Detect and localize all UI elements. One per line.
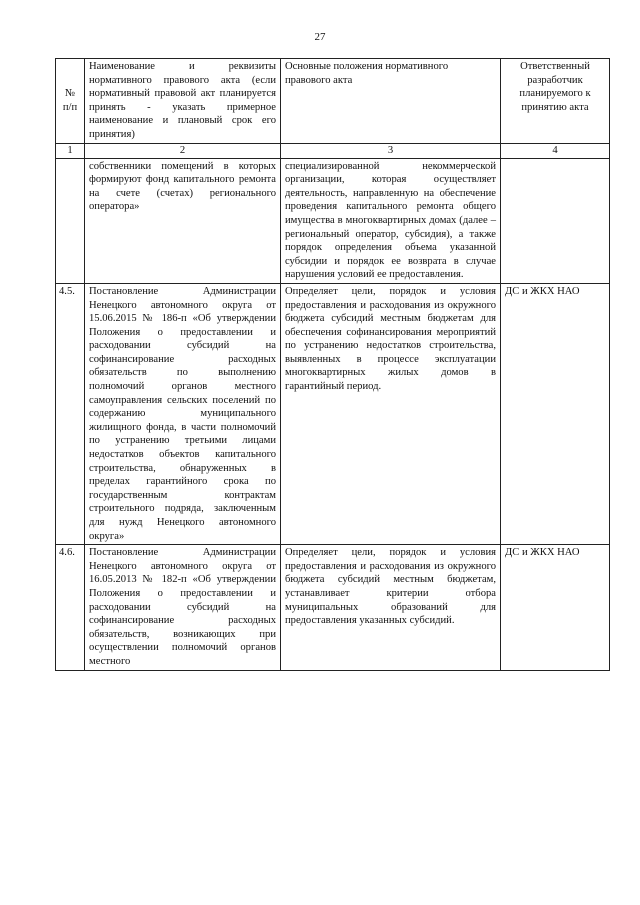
row-act-name: собственники помещений в которых формируют фонд капитального ремонта на счете (счетах) регионального оператора» (85, 158, 281, 283)
column-number: 3 (281, 143, 501, 158)
table-row (56, 545, 610, 670)
row-responsible (501, 158, 610, 283)
row-number: 4.5. (56, 283, 85, 544)
column-number: 2 (85, 143, 281, 158)
table-header-row (56, 59, 610, 144)
header-num: № п/п (56, 59, 85, 144)
column-number: 4 (501, 143, 610, 158)
legal-acts-table (55, 58, 610, 671)
row-responsible: ДС и ЖКХ НАО (501, 283, 610, 544)
column-number: 1 (56, 143, 85, 158)
row-provisions: Определяет цели, порядок и условия предоставления и расходования из окружного бюджета субсидий местным бюджетам, устанавливает критерии отбора муниципальных образований для предоставления указанных субсидий. (281, 545, 501, 670)
header-name: Наименование и реквизиты нормативного правового акта (если нормативный правовой акт планируется принять - указать примерное наименование и плановый срок его принятия) (85, 59, 281, 144)
header-provisions: Основные положения нормативного правового акта (281, 59, 501, 144)
row-number: 4.6. (56, 545, 85, 670)
row-provisions: специализированной некоммерческой организации, которая осуществляет деятельность, направленную на обеспечение проведения капитального ремонта общего имущества в многоквартирных домах (далее – региональный оператор, субсидия), а также порядок определения объема указанной субсидии и порядок ее возврата в случае нарушения условий ее предоставления. (281, 158, 501, 283)
header-responsible: Ответственный разработчик планируемого к принятию акта (501, 59, 610, 144)
table-row (56, 158, 610, 283)
column-number-row (56, 143, 610, 158)
row-responsible: ДС и ЖКХ НАО (501, 545, 610, 670)
row-number (56, 158, 85, 283)
row-act-name: Постановление Администрации Ненецкого автономного округа от 16.05.2013 № 182-п «Об утверждении Положения о предоставлении и расходовании субсидий на софинансирование расходных обязательств, возникающих при осуществлении полномочий органов местного (85, 545, 281, 670)
table-row (56, 283, 610, 544)
row-act-name: Постановление Администрации Ненецкого автономного округа от 15.06.2015 № 186-п «Об утверждении Положения о предоставлении и расходовании субсидий на софинансирование расходных обязательств по выполнению полномочий органов местного самоуправления сельских поселений по содержанию муниципального жилищного фонда, в части полномочий по устранению третьими лицами недостатков объектов капитального строительства, обнаруженных в пределах гарантийного срока по государственным контрактам строительного подряда, заключенным для нужд Ненецкого автономного округа» (85, 283, 281, 544)
row-provisions: Определяет цели, порядок и условия предоставления и расходования из окружного бюджета субсидий местным бюджетам для обеспечения софинансирования мероприятий по устранению недостатков строительства, выявленных в процессе эксплуатации многоквартирных жилых домов в гарантийный период. (281, 283, 501, 544)
page-number: 27 (314, 31, 326, 43)
